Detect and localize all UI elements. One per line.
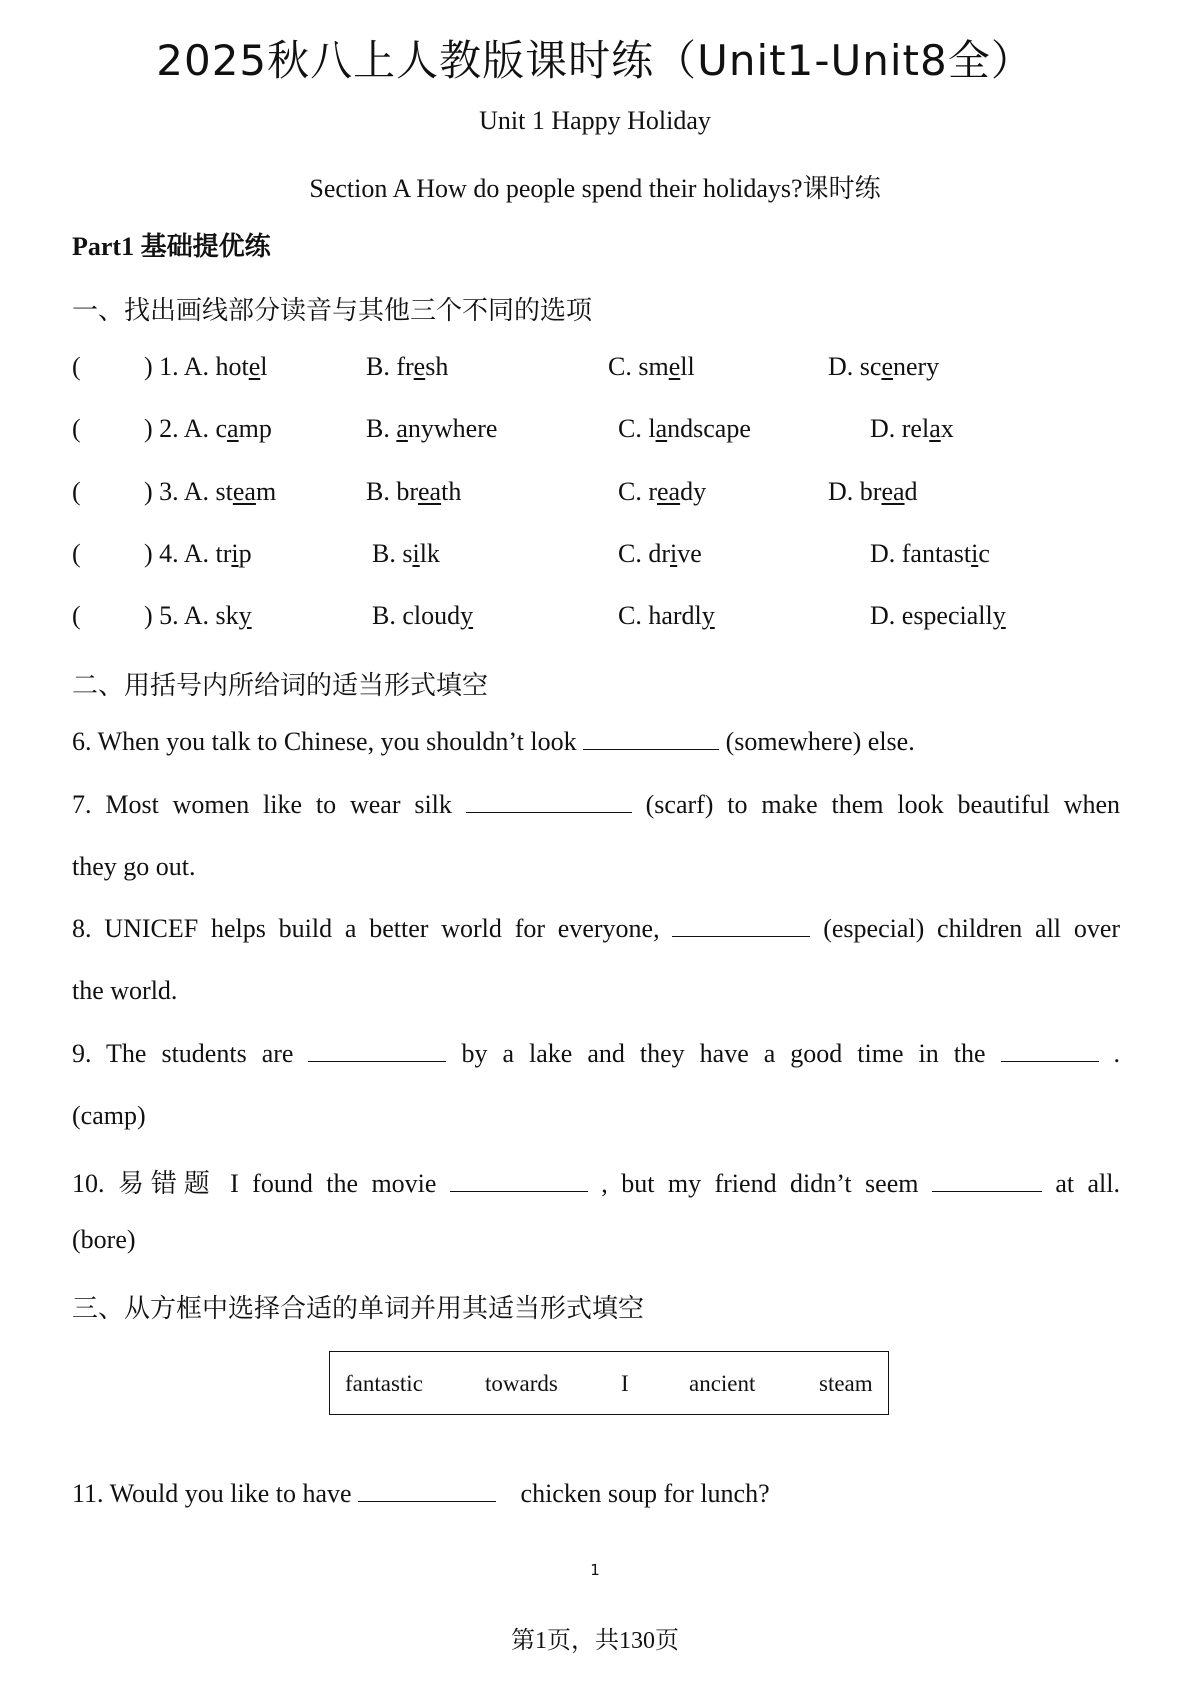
word-option: fantastic [345,1371,423,1396]
question-7-cont: they go out. [72,852,196,881]
underlined-part: y [992,601,1006,630]
option-text: B. fr [366,352,414,381]
underlined-part: e [881,352,893,381]
option-text: B. [366,414,397,443]
underlined-part: e [248,352,261,381]
question-number: ) 5. A. [144,601,216,630]
answer-blank[interactable] [466,790,632,813]
answer-paren[interactable]: ( [72,352,81,381]
question-text: at all. [1055,1169,1120,1198]
question-number: ) 3. A. [144,477,216,506]
word-box [329,1351,889,1415]
question-6 [72,727,915,757]
option-text: sk [215,601,239,630]
option-a [144,539,252,569]
underlined-part: a [396,414,408,443]
answer-blank[interactable] [358,1479,496,1502]
question-9 [72,1039,1120,1069]
question-8 [72,914,1120,944]
answer-blank[interactable] [932,1169,1042,1192]
section-title: Section A How do people spend their holidays?课时练 [309,174,881,203]
question-text: . [1113,1039,1121,1068]
option-c [608,352,695,382]
word-option: I [621,1371,629,1396]
option-text: th [441,477,462,506]
option-text: x [940,414,954,443]
option-text: D. br [828,477,882,506]
answer-paren[interactable]: ( [72,539,81,568]
option-a [144,601,252,631]
option-text: D. rel [870,414,930,443]
underlined-part: a [227,414,239,443]
word-option: ancient [689,1371,756,1396]
option-a [144,414,272,444]
page-number: 1 [590,1561,600,1579]
option-d [828,352,939,382]
question-text: 7. Most women like to wear silk [72,790,452,819]
option-text: C. r [618,477,657,506]
question-text: (especial) children all over [823,914,1121,943]
question-10 [72,1163,1120,1200]
option-text: ve [677,539,702,568]
answer-paren[interactable]: ( [72,414,81,443]
question-11 [72,1479,770,1509]
option-d [870,414,954,444]
underlined-part: ea [232,477,256,506]
option-text: ll [680,352,695,381]
option-text: B. s [372,539,413,568]
underlined-part: i [412,539,420,568]
option-d [870,601,1006,631]
underlined-part: a [655,414,668,443]
option-text: l [260,352,268,381]
question-text: 8. UNICEF helps build a better world for everyone, [72,914,660,943]
option-c [618,477,706,507]
answer-blank[interactable] [450,1169,588,1192]
option-d [870,539,990,569]
option-text: mp [238,414,272,443]
answer-blank[interactable] [308,1039,446,1062]
option-text: D. fantast [870,539,972,568]
underlined-part: i [231,539,239,568]
option-text: lk [419,539,440,568]
option-text: nywhere [407,414,498,443]
underlined-part: ea [881,477,905,506]
option-text: B. cloud [372,601,461,630]
option-text: tr [215,539,232,568]
option-text: c [215,414,228,443]
answer-blank[interactable] [583,727,719,750]
question-text: , but my friend didn’t seem [601,1169,919,1198]
section1-heading: 一、找出画线部分读音与其他三个不同的选项 [72,296,593,325]
option-b [366,352,448,382]
question-text: 10. 易错题 I found the movie [72,1169,437,1198]
option-text: B. br [366,477,418,506]
option-text: D. sc [828,352,882,381]
option-b [366,477,461,507]
question-text: (somewhere) else. [725,727,915,756]
option-text: hot [215,352,249,381]
word-option: steam [819,1371,873,1396]
option-text: d [904,477,918,506]
option-b [366,414,497,444]
option-a [144,352,268,382]
underlined-part: ea [657,477,681,506]
option-text: C. sm [608,352,669,381]
underlined-part: e [668,352,681,381]
option-text: p [238,539,252,568]
question-text: 9. The students are [72,1039,294,1068]
option-text: nery [892,352,940,381]
unit-title: Unit 1 Happy Holiday [479,106,711,135]
question-text: chicken soup for lunch? [520,1479,770,1508]
answer-blank[interactable] [1001,1039,1099,1062]
underlined-part: i [971,539,979,568]
option-text: ndscape [667,414,751,443]
question-number: ) 4. A. [144,539,216,568]
option-text: c [978,539,990,568]
option-text: dy [680,477,707,506]
option-text: st [215,477,233,506]
question-text: by a lake and they have a good time in the [461,1039,986,1068]
underlined-part: y [460,601,474,630]
option-d [828,477,918,507]
word-option: towards [485,1371,558,1396]
part-heading: Part1 基础提优练 [72,232,271,261]
underlined-part: a [929,414,941,443]
option-b [372,601,473,631]
option-text: C. dr [618,539,670,568]
question-number: ) 1. A. [144,352,216,381]
underlined-part: e [413,352,426,381]
question-9-hint: (camp) [72,1101,146,1130]
answer-blank[interactable] [672,914,810,937]
option-c [618,601,715,631]
option-text: D. especiall [870,601,993,630]
underlined-part: y [238,601,252,630]
option-a [144,477,276,507]
section3-heading: 三、从方框中选择合适的单词并用其适当形式填空 [72,1294,645,1323]
underlined-part: i [670,539,678,568]
answer-paren[interactable]: ( [72,477,81,506]
question-number: ) 2. A. [144,414,216,443]
option-c [618,414,751,444]
underlined-part: y [701,601,715,630]
option-c [618,539,702,569]
answer-paren[interactable]: ( [72,601,81,630]
question-8-cont: the world. [72,976,178,1005]
option-text: C. hardl [618,601,702,630]
question-10-hint: (bore) [72,1225,136,1254]
document-title: 2025秋八上人教版课时练（Unit1-Unit8全） [156,36,1034,85]
section2-heading: 二、用括号内所给词的适当形式填空 [72,671,489,700]
option-text: sh [425,352,449,381]
option-text: m [255,477,277,506]
question-text: 11. Would you like to have [72,1479,352,1508]
question-text: 6. When you talk to Chinese, you shouldn’t look [72,727,577,756]
underlined-part: ea [418,477,442,506]
question-7 [72,790,1120,820]
page-footer: 第1页，共130页 [511,1628,679,1654]
option-b [372,539,440,569]
question-text: (scarf) to make them look beautiful when [645,790,1121,819]
option-text: C. l [618,414,656,443]
